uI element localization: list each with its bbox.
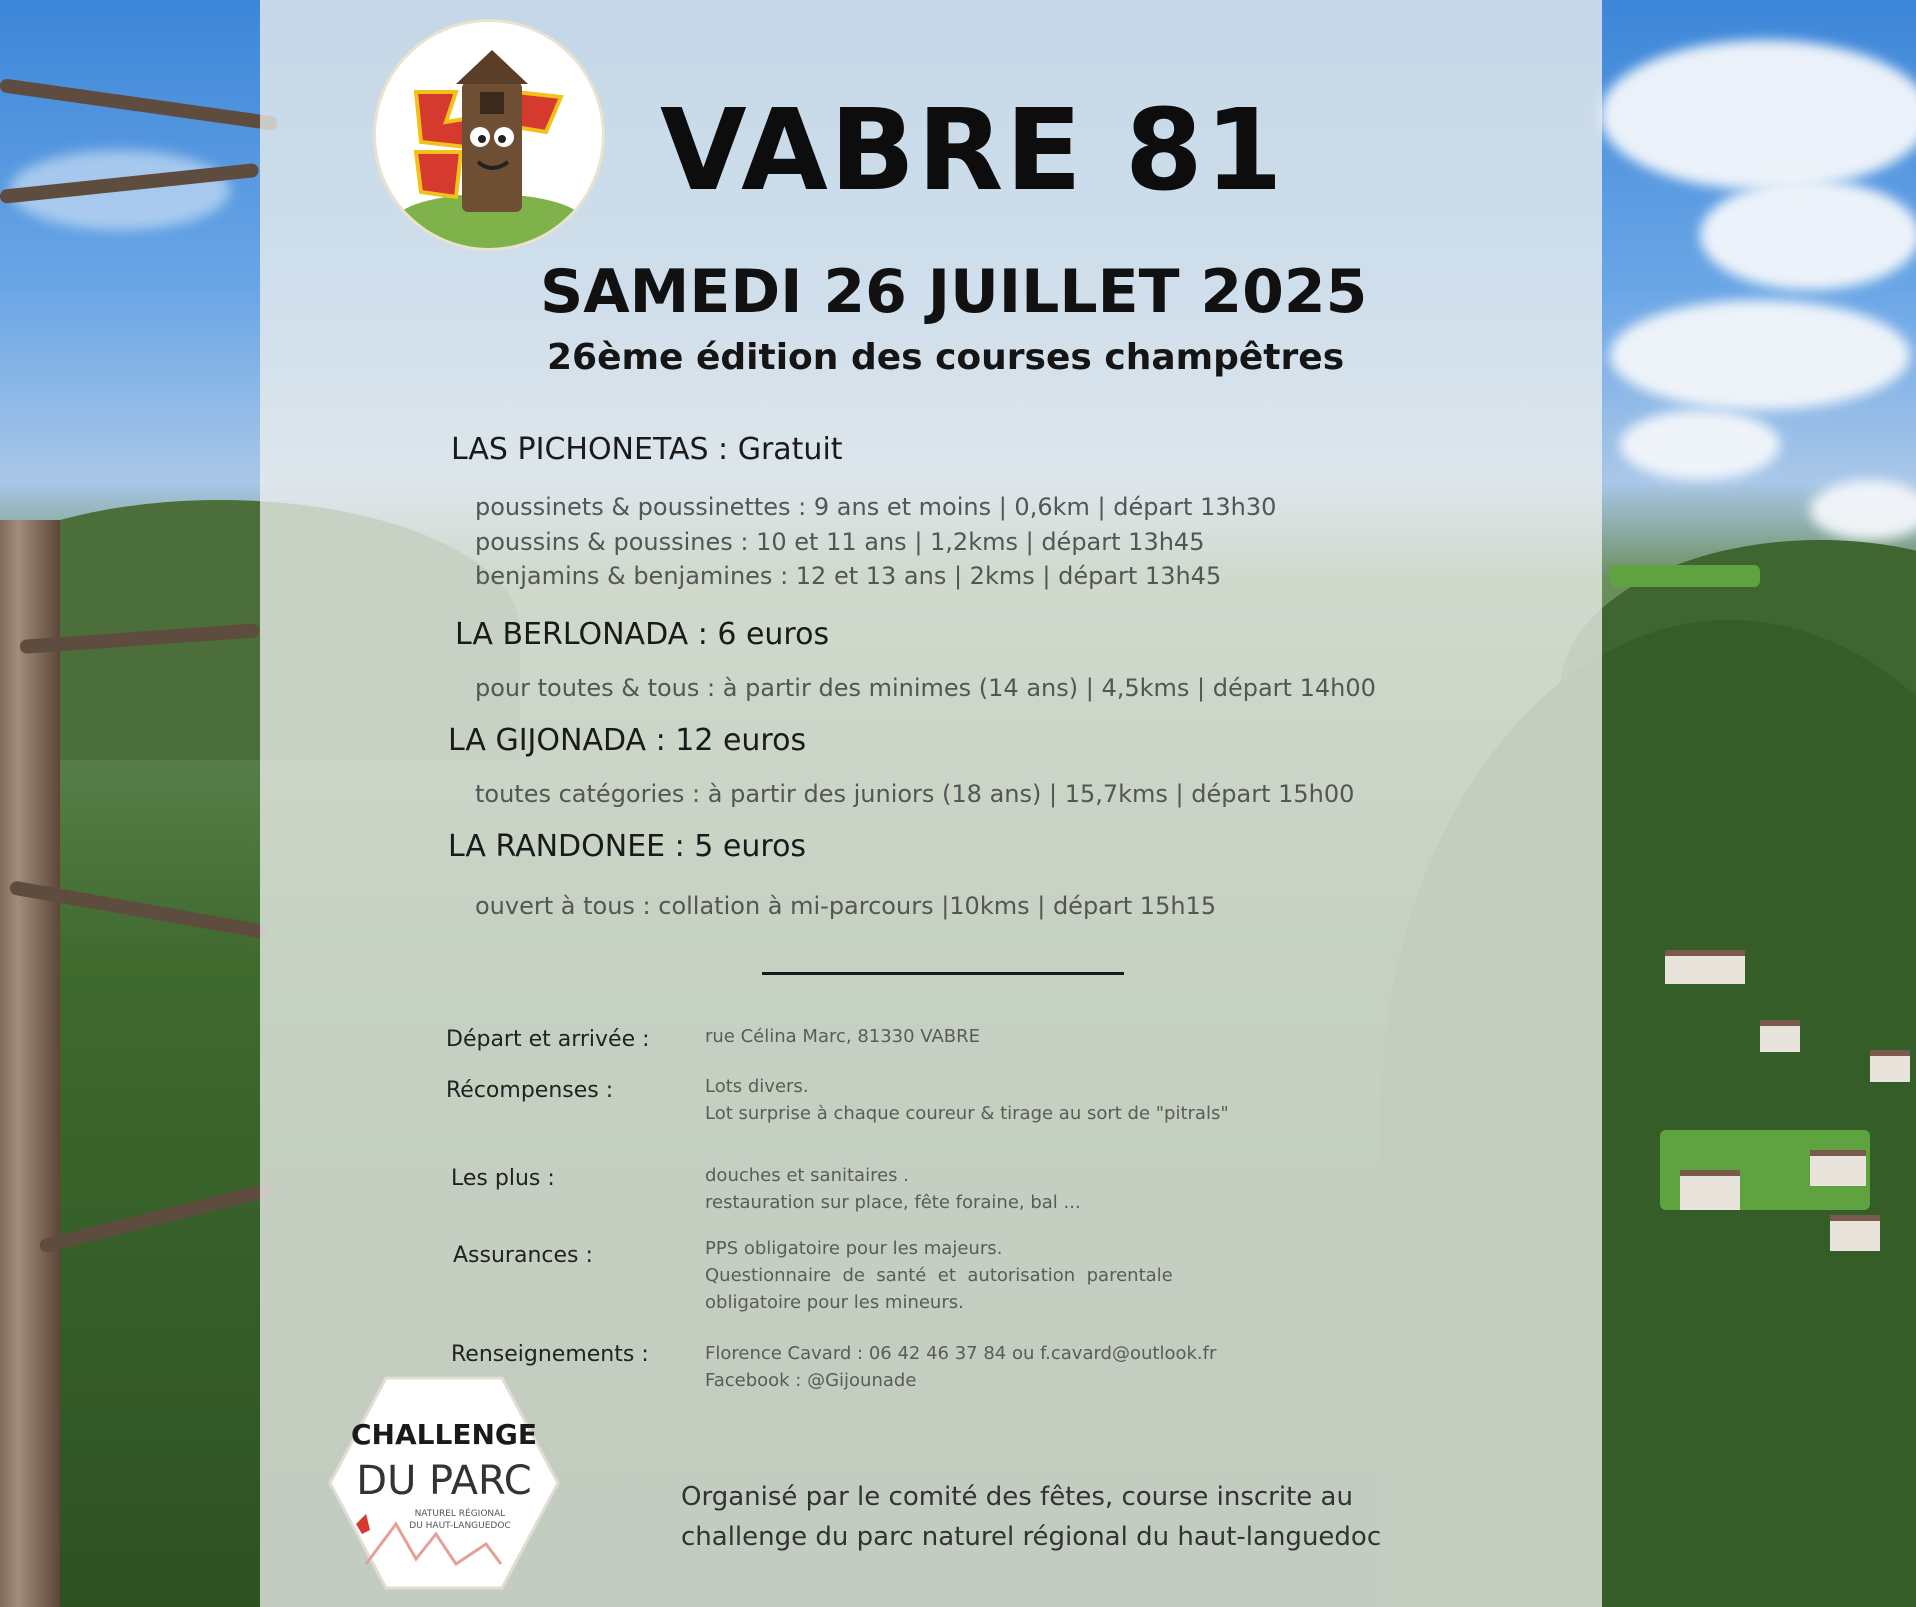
race-detail: toutes catégories : à partir des juniors (18 ans) | 15,7kms | départ 15h00 [475,780,1355,808]
svg-text:CHALLENGE: CHALLENGE [350,1418,538,1451]
info-label-plus: Les plus : [451,1166,555,1191]
divider-line [762,972,1124,975]
race-detail: benjamins & benjamines : 12 et 13 ans | 2kms | départ 13h45 [475,562,1222,590]
challenge-du-parc-logo [326,1374,562,1592]
event-date: SAMEDI 26 JUILLET 2025 [540,257,1368,327]
race-heading-pichonetas: LAS PICHONETAS : Gratuit [451,432,843,467]
comite-logo [376,22,602,248]
info-value-depart: rue Célina Marc, 81330 VABRE [705,1026,981,1047]
svg-text:DU HAUT-LANGUEDOC: DU HAUT-LANGUEDOC [409,1521,511,1531]
race-heading-randonee: LA RANDONEE : 5 euros [448,829,807,864]
tower-mascot-icon [376,22,602,248]
info-label-recompenses: Récompenses : [446,1078,614,1103]
svg-text:NATUREL RÉGIONAL: NATUREL RÉGIONAL [414,1509,506,1519]
race-detail: poussins & poussines : 10 et 11 ans | 1,2kms | départ 13h45 [475,528,1205,556]
race-heading-berlonada: LA BERLONADA : 6 euros [455,617,830,652]
race-detail: pour toutes & tous : à partir des minimes (14 ans) | 4,5kms | départ 14h00 [475,674,1376,702]
info-label-depart: Départ et arrivée : [446,1027,650,1052]
info-label-assurances: Assurances : [453,1243,593,1268]
info-value-assurances: PPS obligatoire pour les majeurs. Questionnaire de santé et autorisation parentale obligatoire pour les mineurs. [705,1238,1173,1313]
race-heading-gijonada: LA GIJONADA : 12 euros [448,723,807,758]
info-label-renseignements: Renseignements : [451,1342,649,1367]
info-value-renseignements: Florence Cavard : 06 42 46 37 84 ou f.cavard@outlook.fr Facebook : @Gijounade [705,1343,1217,1391]
svg-text:DU PARC: DU PARC [356,1458,532,1504]
race-detail: poussinets & poussinettes : 9 ans et moins | 0,6km | départ 13h30 [475,493,1277,521]
edition-subtitle: 26ème édition des courses champêtres [547,337,1345,378]
info-value-plus: douches et sanitaires . restauration sur place, fête foraine, bal ... [705,1165,1081,1213]
race-detail: ouvert à tous : collation à mi-parcours |10kms | départ 15h15 [475,892,1217,920]
organiser-note: Organisé par le comité des fêtes, course inscrite au challenge du parc naturel régional du haut-languedoc [681,1482,1382,1552]
info-value-recompenses: Lots divers. Lot surprise à chaque coureur & tirage au sort de "pitrals" [705,1076,1229,1124]
page-title: VABRE 81 [660,86,1285,216]
